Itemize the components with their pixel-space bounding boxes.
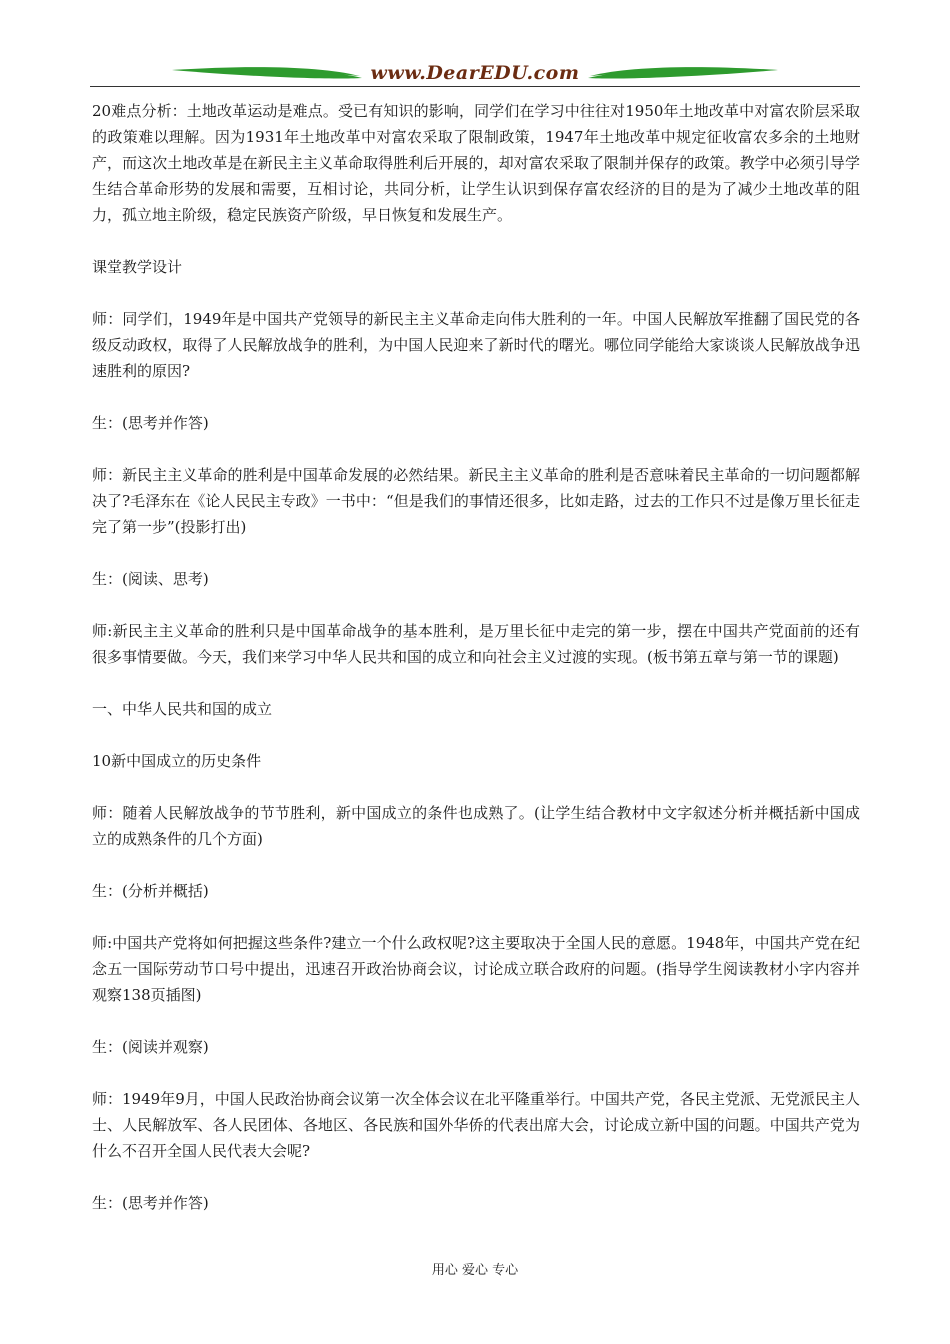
teacher-paragraph: 师：1949年9月，中国人民政治协商会议第一次全体会议在北平隆重举行。中国共产党，各民主党派、无党派民主人士、人民解放军、各人民团体、各地区、各民族和国外华侨的代表出席大会，讨论成立新中国的问题。中国共产党为什么不召开全国人民代表大会呢? <box>92 1090 860 1160</box>
page-footer: 用心 爱心 专心 <box>431 1263 519 1278</box>
student-paragraph: 生：(思考并作答) <box>92 414 209 432</box>
paragraph-difficulty-analysis: 20难点分析：土地改革运动是难点。受已有知识的影响，同学们在学习中往往对1950年土地改革中对富农阶层采取的政策难以理解。因为1931年土地改革中对富农采取了限制政策，1947年土地改革中规定征收富农多余的土地财产，而这次土地改革是在新民主主义革命取得胜利后开展的，却对富农采取了限制并保存的政策。教学中必须引导学生结合革命形势的发展和需要，互相讨论，共同分析，让学生认识到保存富农经济的目的是为了减少土地改革的阻力，孤立地主阶级，稳定民族资产阶级，早日恢复和发展生产。 <box>92 102 860 224</box>
header-divider <box>90 86 860 87</box>
student-paragraph: 生：(阅读并观察) <box>92 1038 209 1056</box>
student-paragraph: 生：(思考并作答) <box>92 1194 209 1212</box>
teacher-paragraph: 师：同学们，1949年是中国共产党领导的新民主主义革命走向伟大胜利的一年。中国人民解放军推翻了国民党的各级反动政权，取得了人民解放战争的胜利，为中国人民迎来了新时代的曙光。哪位同学能给大家谈谈人民解放战争迅速胜利的原因? <box>92 310 860 380</box>
section-heading-classroom-design: 课堂教学设计 <box>92 258 183 276</box>
site-logo-text: www.DearEDU.com <box>370 62 580 84</box>
section-heading-prc-founding: 一、中华人民共和国的成立 <box>92 700 273 718</box>
student-paragraph: 生：(阅读、思考) <box>92 570 209 588</box>
teacher-paragraph: 师：随着人民解放战争的节节胜利，新中国成立的条件也成熟了。(让学生结合教材中文字叙述分析并概括新中国成立的成熟条件的几个方面) <box>92 804 860 848</box>
student-paragraph: 生：(分析并概括) <box>92 882 209 900</box>
subsection-heading-historical-conditions: 10新中国成立的历史条件 <box>92 752 262 770</box>
teacher-paragraph: 师：新民主主义革命的胜利是中国革命发展的必然结果。新民主主义革命的胜利是否意味着民主革命的一切问题都解决了?毛泽东在《论人民民主专政》一书中：“但是我们的事情还很多，比如走路，过去的工作只不过是像万里长征走完了第一步”(投影打出) <box>92 466 860 536</box>
teacher-paragraph: 师:中国共产党将如何把握这些条件?建立一个什么政权呢?这主要取决于全国人民的意愿。1948年，中国共产党在纪念五一国际劳动节口号中提出，迅速召开政治协商会议，讨论成立联合政府的问题。(指导学生阅读教材小字内容并观察138页插图) <box>92 934 860 1004</box>
teacher-paragraph: 师:新民主主义革命的胜利只是中国革命战争的基本胜利，是万里长征中走完的第一步，摆在中国共产党面前的还有很多事情要做。今天，我们来学习中华人民共和国的成立和向社会主义过渡的实现。(板书第五章与第一节的课题) <box>92 622 860 666</box>
document-body <box>92 98 860 1242</box>
